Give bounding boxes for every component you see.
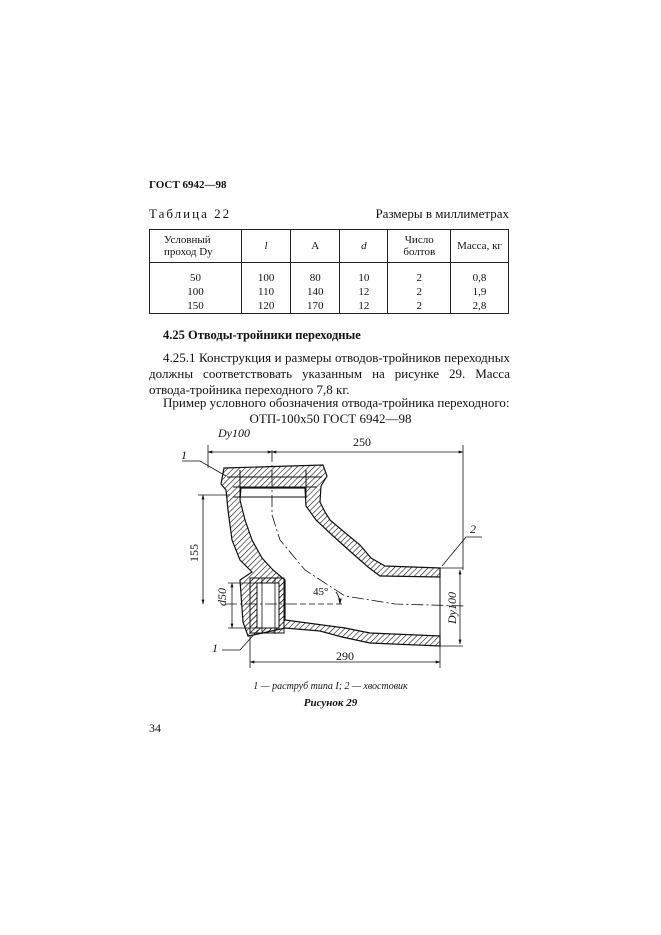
section-heading: 4.25 Отводы-тройники переходные <box>163 328 361 342</box>
table-cell: 110 <box>242 285 291 299</box>
col-header-d: d <box>340 230 388 263</box>
table-cell: 2 <box>388 285 451 299</box>
designation-example: ОТП-100х50 ГОСТ 6942—98 <box>249 411 412 426</box>
callout-leader-2 <box>442 537 482 566</box>
standard-header: ГОСТ 6942—98 <box>149 179 227 191</box>
table-cell: 50 <box>150 271 242 285</box>
table-cell: 2,8 <box>451 299 509 314</box>
angle-arc <box>336 592 340 604</box>
label-dy-right: Dy100 <box>445 592 459 624</box>
figure-legend: 1 — раструб типа I; 2 — хвостовик <box>253 681 408 692</box>
table-cell: 12 <box>340 299 388 314</box>
col-header-mass: Масса, кг <box>451 230 509 263</box>
table-cell: 12 <box>340 285 388 299</box>
table-cell: 170 <box>291 299 340 314</box>
col-header-nominal-bore: Условный проход Dy <box>150 230 242 263</box>
paragraph-construction: 4.25.1 Конструкция и размеры отводов-тройников переходных должны соответствовать указанным на рисунке 29. Масса отвода-тройника переходного 7,8 кг. <box>149 350 510 397</box>
table-cell: 80 <box>291 271 340 285</box>
branch-socket-bore <box>257 583 279 628</box>
callout-1: 1 <box>181 448 187 462</box>
label-155: 155 <box>187 544 201 562</box>
table-cell: 1,9 <box>451 285 509 299</box>
table-caption: Таблица 22 <box>149 206 232 221</box>
table-cell: 140 <box>291 285 340 299</box>
callout-leader-1 <box>182 461 226 476</box>
label-dy-top: Dy100 <box>218 426 250 440</box>
label-angle: 45° <box>313 586 329 598</box>
table-cell: 120 <box>242 299 291 314</box>
table-cell: 2 <box>388 299 451 314</box>
table-cell: 10 <box>340 271 388 285</box>
table-cell: 0,8 <box>451 271 509 285</box>
label-290: 290 <box>336 649 354 663</box>
centre-line <box>272 475 465 606</box>
table-cell: 100 <box>242 271 291 285</box>
callout-1b: 1 <box>212 641 218 655</box>
table-cell: 150 <box>150 299 242 314</box>
table-units: Размеры в миллиметрах <box>375 206 509 221</box>
callout-2: 2 <box>470 522 476 536</box>
page-number: 34 <box>149 721 161 735</box>
table-cell: 100 <box>150 285 242 299</box>
col-header-l: l <box>242 230 291 263</box>
label-d50: d50 <box>215 588 229 606</box>
figure-caption: Рисунок 29 <box>303 697 358 709</box>
table-cell: 2 <box>388 271 451 285</box>
col-header-bolts: Число болтов <box>388 230 451 263</box>
paragraph-example: Пример условного обозначения отвода-тройника переходного: <box>163 395 510 410</box>
label-250: 250 <box>353 435 371 449</box>
col-header-a: A <box>291 230 340 263</box>
